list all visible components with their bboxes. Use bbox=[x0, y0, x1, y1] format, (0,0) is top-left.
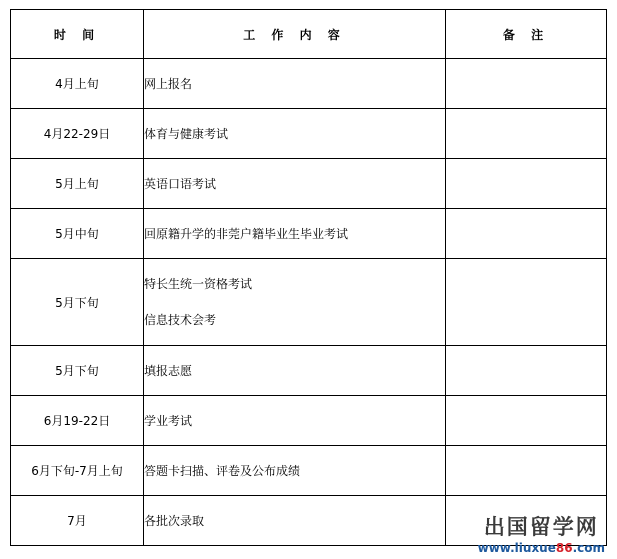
cell-content bbox=[144, 346, 446, 396]
table-row bbox=[11, 109, 607, 159]
cell-remark bbox=[446, 346, 607, 396]
cell-content bbox=[144, 109, 446, 159]
watermark-url-prefix: www.liuxue bbox=[477, 541, 556, 555]
cell-time: 5月中旬 bbox=[11, 209, 144, 259]
cell-time: 6月下旬-7月上旬 bbox=[11, 446, 144, 496]
cell-remark bbox=[446, 259, 607, 346]
watermark bbox=[478, 511, 605, 555]
table-row bbox=[11, 59, 607, 109]
cell-content bbox=[144, 159, 446, 209]
table-row bbox=[11, 346, 607, 396]
cell-content bbox=[144, 59, 446, 109]
header-row bbox=[11, 10, 607, 59]
cell-time: 5月下旬 bbox=[11, 259, 144, 346]
cell-time: 6月19-22日 bbox=[11, 396, 144, 446]
watermark-url-number: 86 bbox=[555, 541, 573, 555]
watermark-url-suffix: .com bbox=[572, 541, 605, 555]
content-line: 体育与健康考试 bbox=[144, 127, 229, 141]
header-content: 工 作 内 容 bbox=[144, 10, 446, 59]
content-line: 回原籍升学的非莞户籍毕业生毕业考试 bbox=[144, 227, 349, 241]
schedule-table bbox=[10, 9, 607, 546]
content-line: 特长生统一资格考试 bbox=[144, 277, 253, 291]
cell-time: 5月上旬 bbox=[11, 159, 144, 209]
content-line: 各批次录取 bbox=[144, 514, 205, 528]
cell-content bbox=[144, 446, 446, 496]
header-remark: 备 注 bbox=[446, 10, 607, 59]
cell-remark bbox=[446, 59, 607, 109]
content-line: 学业考试 bbox=[144, 414, 193, 428]
watermark-url bbox=[478, 541, 605, 555]
table-row bbox=[11, 446, 607, 496]
cell-content bbox=[144, 496, 446, 546]
table-row bbox=[11, 396, 607, 446]
content-line: 网上报名 bbox=[144, 77, 193, 91]
header-time: 时 间 bbox=[11, 10, 144, 59]
watermark-title: 出国留学网 bbox=[483, 515, 599, 539]
cell-content bbox=[144, 259, 446, 346]
table-row bbox=[11, 259, 607, 346]
cell-remark bbox=[446, 209, 607, 259]
cell-time: 4月上旬 bbox=[11, 59, 144, 109]
cell-time: 7月 bbox=[11, 496, 144, 546]
cell-remark bbox=[446, 109, 607, 159]
table-row bbox=[11, 159, 607, 209]
cell-content bbox=[144, 209, 446, 259]
table-row bbox=[11, 209, 607, 259]
cell-content bbox=[144, 396, 446, 446]
content-line: 填报志愿 bbox=[144, 364, 193, 378]
content-line: 答题卡扫描、评卷及公布成绩 bbox=[144, 464, 301, 478]
cell-remark bbox=[446, 159, 607, 209]
content-line: 英语口语考试 bbox=[144, 177, 217, 191]
cell-remark bbox=[446, 396, 607, 446]
cell-remark bbox=[446, 446, 607, 496]
content-line: 信息技术会考 bbox=[144, 313, 217, 327]
cell-time: 5月下旬 bbox=[11, 346, 144, 396]
cell-time: 4月22-29日 bbox=[11, 109, 144, 159]
